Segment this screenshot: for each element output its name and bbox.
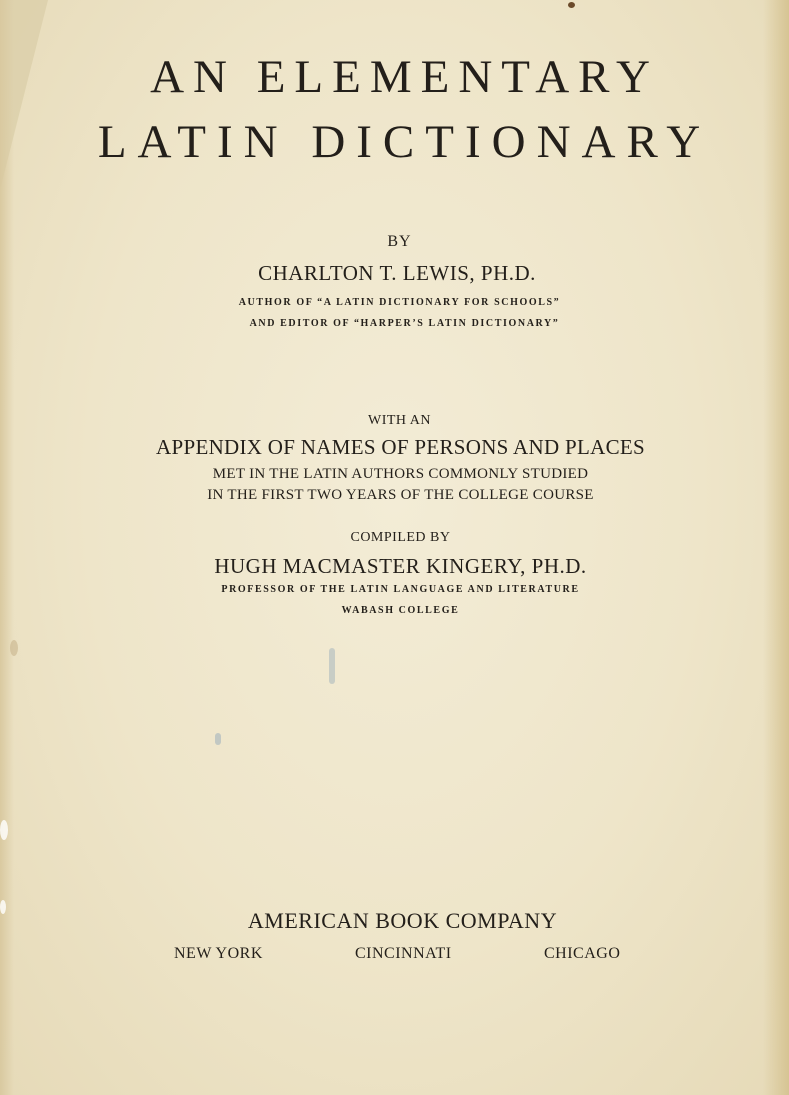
compiler-position: PROFESSOR OF THE LATIN LANGUAGE AND LITERATURE [221,584,580,595]
paper-tear [0,820,8,840]
compiler-college: WABASH COLLEGE [341,605,460,616]
appendix-description-2: IN THE FIRST TWO YEARS OF THE COLLEGE COURSE [207,487,594,503]
publisher-cities [0,945,789,969]
stain-spot [10,640,18,656]
compiler-name: HUGH MACMASTER KINGERY, PH.D. [214,554,587,578]
stain-spot [568,2,575,8]
author-name: CHARLTON T. LEWIS, PH.D. [258,261,536,285]
author-credential-2: AND EDITOR OF “HARPER’S LATIN DICTIONARY” [249,318,560,329]
ink-smudge [215,733,221,745]
with-an-label: WITH AN [368,413,431,428]
title-line-2: LATIN DICTIONARY [97,116,712,168]
title-line-1: AN ELEMENTARY [150,51,659,103]
city-cincinnati: CINCINNATI [355,945,452,962]
by-label: BY [387,233,412,250]
publisher-name: AMERICAN BOOK COMPANY [247,908,558,933]
ink-smudge [329,648,335,684]
author-credential-1: AUTHOR OF “A LATIN DICTIONARY FOR SCHOOLS” [238,297,561,308]
city-chicago: CHICAGO [544,945,621,962]
compiled-by-label: COMPILED BY [350,530,451,545]
city-new-york: NEW YORK [174,945,263,962]
appendix-title: APPENDIX OF NAMES OF PERSONS AND PLACES [156,435,645,459]
appendix-description-1: MET IN THE LATIN AUTHORS COMMONLY STUDIED [212,466,589,482]
